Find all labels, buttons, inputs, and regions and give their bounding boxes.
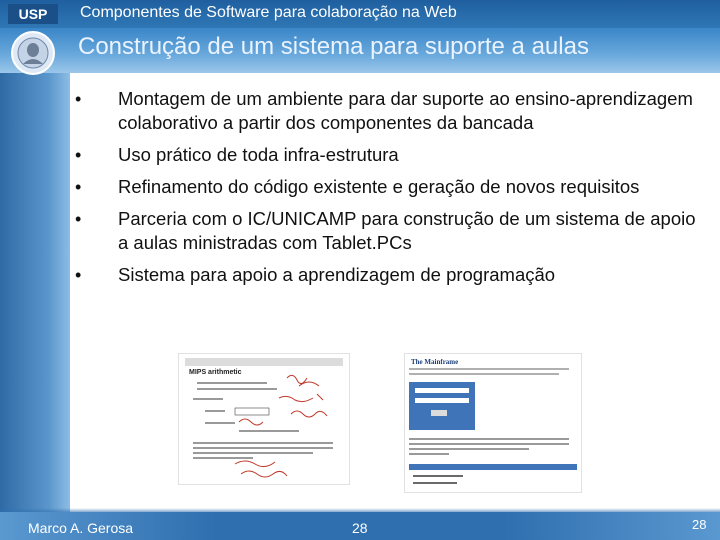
bullet-item [75, 207, 710, 255]
svg-text:USP: USP [18, 6, 48, 22]
slide-title: Construção de um sistema para suporte a aulas [78, 33, 589, 60]
bullet-list [75, 87, 710, 287]
usp-logo [8, 4, 58, 24]
bullet-item [75, 263, 710, 287]
mips-slide-screenshot [178, 353, 350, 485]
page-number-center: 28 [352, 520, 368, 536]
mainframe-title: The Mainframe [411, 358, 459, 366]
bullet-item [75, 175, 710, 199]
bullet-text: Uso prático de toda infra-estrutura [118, 144, 399, 165]
bullet-item [75, 87, 710, 135]
bullet-text: Refinamento do código existente e geração de novos requisitos [118, 176, 640, 197]
bullet-icon: • [75, 265, 82, 285]
bullet-icon: • [75, 145, 82, 165]
mips-title: MIPS arithmetic [189, 369, 242, 376]
left-decorative-strip [0, 0, 70, 540]
university-seal-icon [10, 30, 56, 76]
mainframe-page-screenshot [404, 353, 582, 493]
slide-content [75, 87, 710, 295]
bullet-item [75, 143, 710, 167]
bullet-text: Sistema para apoio a aprendizagem de programação [118, 264, 556, 285]
bullet-icon: • [75, 209, 82, 229]
bullet-icon: • [75, 89, 82, 109]
bullet-text: Parceria com o IC/UNICAMP para construção de um sistema de apoio a aulas ministradas com Tablet.PCs [118, 208, 696, 253]
bullet-text: Montagem de um ambiente para dar suporte ao ensino-aprendizagem colaborativo a partir dos componentes da bancada [118, 88, 693, 133]
page-number-right: 28 [692, 517, 707, 532]
course-title: Componentes de Software para colaboração na Web [80, 4, 457, 21]
author-name: Marco A. Gerosa [28, 520, 134, 536]
bullet-icon: • [75, 177, 82, 197]
